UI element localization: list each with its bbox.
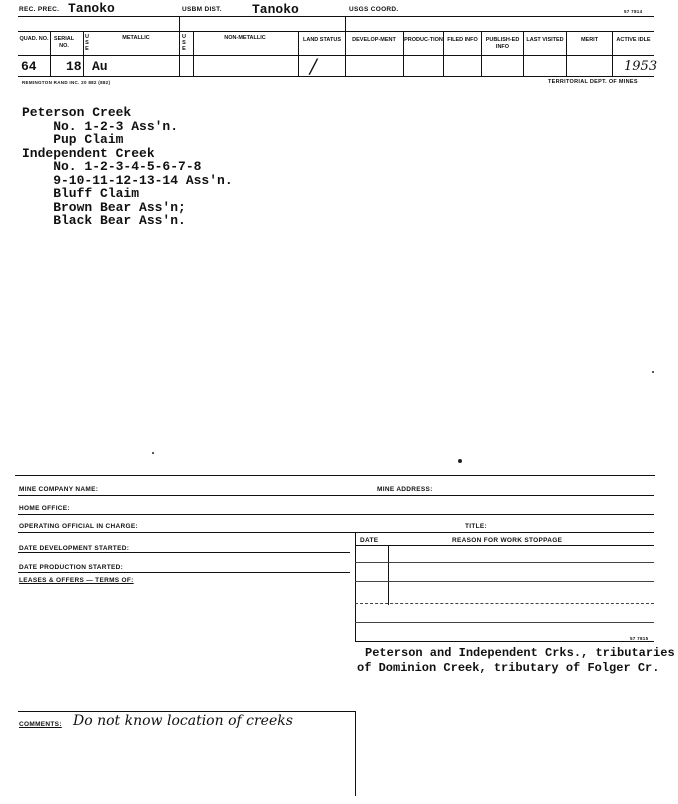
claim-line: No. 1-2-3-4-5-6-7-8 xyxy=(22,159,202,174)
comments-label: COMMENTS: xyxy=(19,721,62,728)
scan-speck xyxy=(652,371,654,373)
metallic-label: METALLIC xyxy=(122,35,150,41)
header-bottom-rule xyxy=(18,76,654,77)
comments-value: Do not know location of creeks xyxy=(73,713,293,729)
header-top-rule xyxy=(18,16,654,17)
land-status-label: LAND STATUS xyxy=(303,37,341,43)
header-divider xyxy=(345,16,346,76)
form-number-2: 57 7815 xyxy=(630,636,649,641)
scan-speck xyxy=(458,459,462,463)
form-rule xyxy=(18,552,350,553)
date-column-header: DATE xyxy=(360,537,379,544)
form-rule xyxy=(18,532,654,533)
serial-no-label: SERIAL NO. xyxy=(53,36,75,49)
stoppage-table-divider xyxy=(388,545,389,605)
home-office-label: HOME OFFICE: xyxy=(19,505,70,512)
leases-offers-label: LEASES & OFFERS — TERMS OF: xyxy=(19,577,134,584)
operating-official-label: OPERATING OFFICIAL IN CHARGE: xyxy=(19,523,138,530)
scan-speck xyxy=(152,452,154,454)
agency-name: TERRITORIAL DEPT. OF MINES xyxy=(548,79,638,85)
usbm-dist-value: Tanoko xyxy=(252,2,299,17)
claims-list xyxy=(22,106,233,228)
quad-no-label: QUAD. NO. xyxy=(19,36,49,42)
claim-line: Pup Claim xyxy=(22,132,124,147)
rec-prec-value: Tanoko xyxy=(68,1,115,16)
last-visited-value: 1953 xyxy=(624,59,658,74)
land-status-value: / xyxy=(310,54,317,78)
last-visited-label: LAST VISITED xyxy=(526,37,564,43)
reason-column-header: REASON FOR WORK STOPPAGE xyxy=(452,537,563,544)
quad-no-value: 64 xyxy=(21,59,37,74)
title-label: TITLE: xyxy=(465,523,488,530)
table-header-rule xyxy=(355,545,654,546)
stoppage-table-divider xyxy=(355,532,356,642)
date-production-started-label: DATE PRODUCTION STARTED: xyxy=(19,564,124,571)
stoppage-row-rule xyxy=(355,641,654,642)
mine-company-name-label: MINE COMPANY NAME: xyxy=(19,486,99,493)
serial-no-value: 18 xyxy=(66,59,82,74)
header-divider xyxy=(193,31,194,76)
mine-address-label: MINE ADDRESS: xyxy=(377,486,433,493)
claim-line: Bluff Claim xyxy=(22,186,140,201)
header-label-rule xyxy=(18,55,654,56)
stoppage-row-rule xyxy=(355,581,654,582)
printer-note: REMINGTON RAND INC. 20 882 (882) xyxy=(22,80,111,85)
production-label: PRODUC-TION xyxy=(404,37,443,43)
non-metallic-label: NON-METALLIC xyxy=(224,35,266,41)
claim-line: 9-10-11-12-13-14 Ass'n. xyxy=(22,172,233,188)
filed-info-label: FILED INFO xyxy=(447,37,478,43)
date-development-started-label: DATE DEVELOPMENT STARTED: xyxy=(19,545,130,552)
form-rule xyxy=(18,572,350,573)
form-rule xyxy=(18,495,654,496)
published-info-label: PUBLISH-ED INFO xyxy=(485,37,520,50)
header-divider xyxy=(179,16,180,76)
use-label-2: U S E xyxy=(182,34,186,52)
location-line-1: Peterson and Independent Crks., tributaries xyxy=(365,646,675,660)
stoppage-row-rule xyxy=(355,603,654,604)
claim-line: Independent Creek xyxy=(22,145,155,161)
claim-line: No. 1-2-3 Ass'n. xyxy=(22,118,179,134)
form-rule xyxy=(18,514,654,515)
usbm-dist-label: USBM DIST. xyxy=(182,6,222,13)
claim-line: Brown Bear Ass'n; xyxy=(22,199,186,215)
comments-divider xyxy=(355,711,356,796)
location-line-2: of Dominion Creek, tributary of Folger Cr. xyxy=(357,661,660,675)
form-number: 57 7814 xyxy=(624,9,643,14)
merit-label: MERIT xyxy=(580,37,599,43)
metallic-value: Au xyxy=(92,59,108,74)
form-rule-top xyxy=(15,475,655,476)
comments-rule xyxy=(18,711,355,712)
stoppage-row-rule xyxy=(355,622,654,623)
development-label: DEVELOP-MENT xyxy=(352,37,396,43)
usgs-coord-label: USGS COORD. xyxy=(349,6,399,13)
active-idle-label: ACTIVE IDLE xyxy=(616,37,651,43)
claim-line: Peterson Creek xyxy=(22,105,132,120)
claim-line: Black Bear Ass'n. xyxy=(22,213,186,228)
use-label: U S E xyxy=(85,34,89,52)
header-row-rule xyxy=(18,31,654,32)
rec-prec-label: REC. PREC. xyxy=(19,6,60,13)
stoppage-row-rule xyxy=(355,562,654,563)
